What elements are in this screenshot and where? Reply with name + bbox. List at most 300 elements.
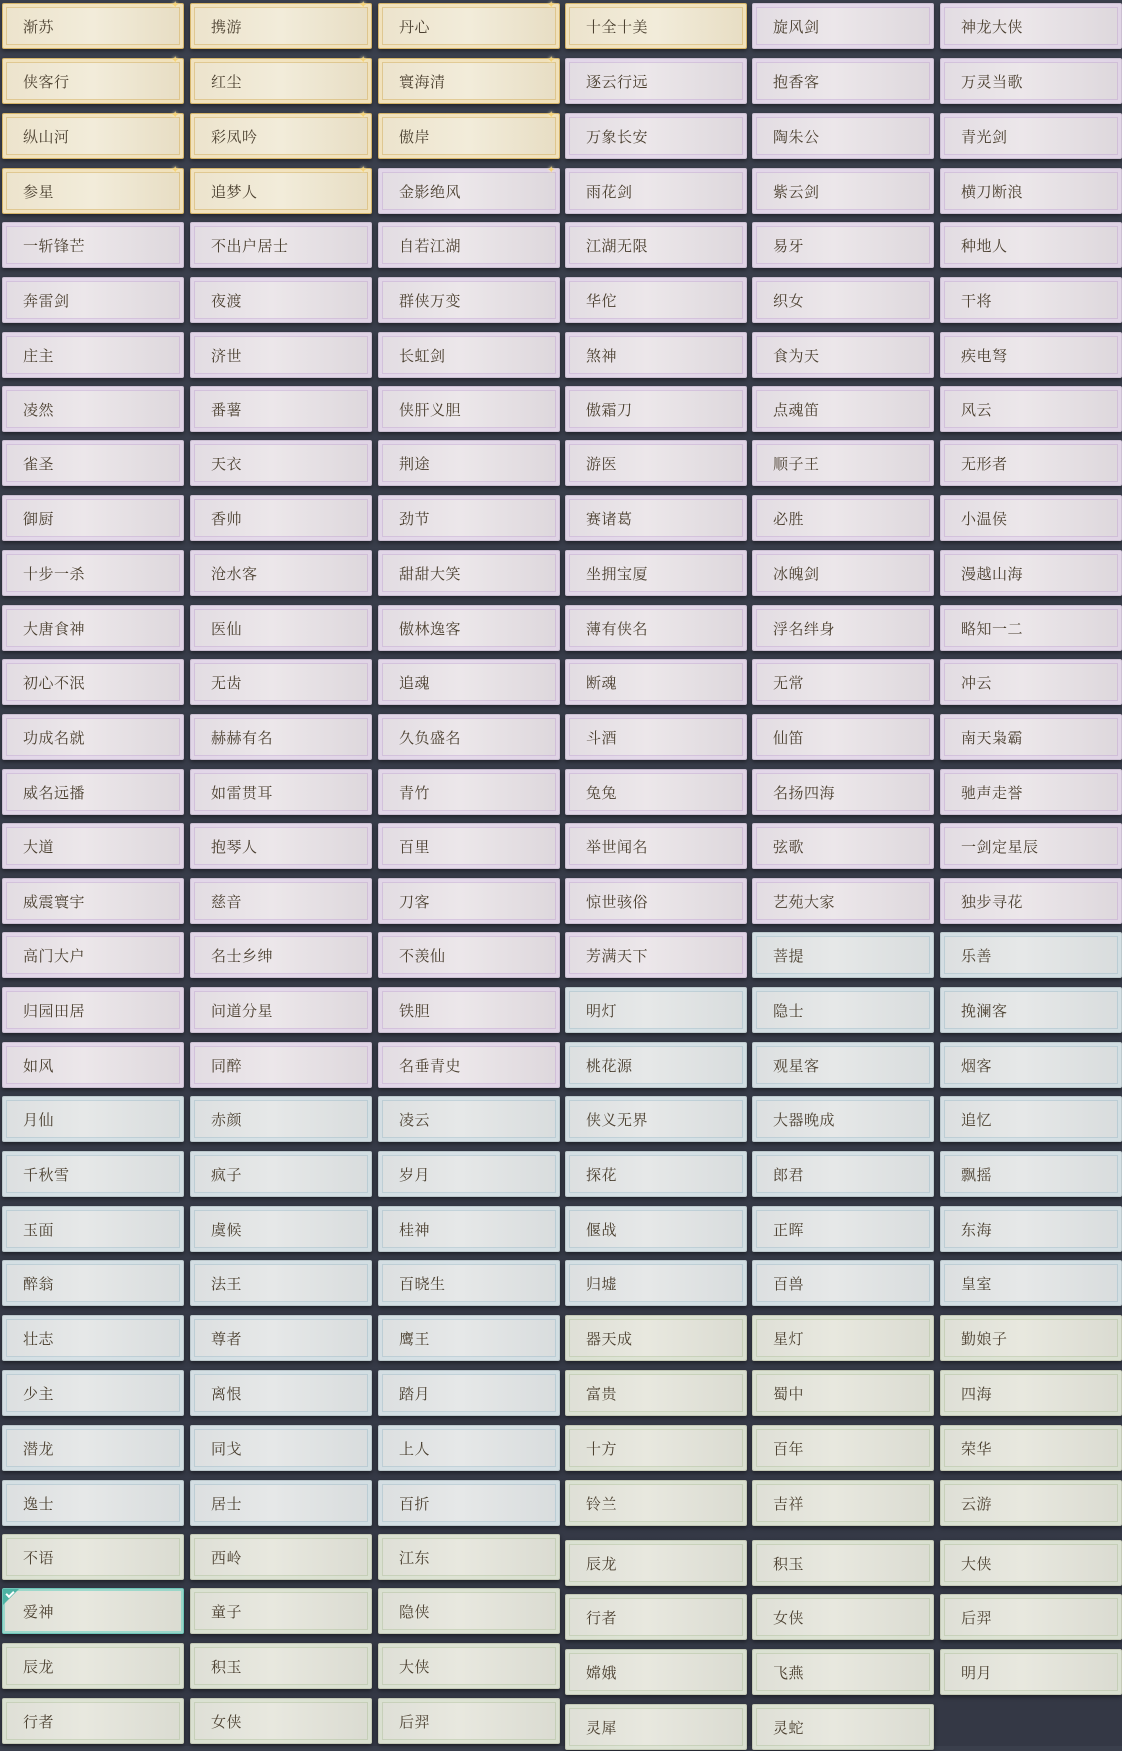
title-tile[interactable]: [940, 113, 1122, 159]
title-tile[interactable]: [565, 3, 747, 49]
title-label: 后羿: [399, 1713, 431, 1731]
title-tile[interactable]: [2, 1534, 184, 1580]
title-label: 略知一二: [961, 620, 1024, 638]
title-tile[interactable]: [190, 1643, 372, 1689]
title-label: 煞神: [586, 347, 618, 365]
title-label: 夜渡: [211, 292, 243, 310]
title-tile[interactable]: [752, 714, 934, 760]
title-tile[interactable]: [190, 0, 372, 49]
title-tile[interactable]: [2, 823, 184, 869]
title-label: 烟客: [961, 1057, 993, 1075]
title-label: 追魂: [399, 674, 431, 692]
title-tile[interactable]: [565, 495, 747, 541]
title-label: 食为天: [773, 347, 820, 365]
title-label: 如雷贯耳: [211, 784, 274, 802]
title-tile[interactable]: [2, 714, 184, 760]
title-tile[interactable]: [190, 714, 372, 760]
title-tile[interactable]: [940, 605, 1122, 651]
title-tile[interactable]: [378, 987, 560, 1033]
title-label: 四海: [961, 1385, 993, 1403]
title-tile[interactable]: [940, 3, 1122, 49]
title-tile[interactable]: [940, 1480, 1122, 1526]
title-tile[interactable]: [190, 332, 372, 378]
title-label: 离恨: [211, 1385, 243, 1403]
title-tile[interactable]: [190, 878, 372, 924]
title-tile[interactable]: [378, 1260, 560, 1306]
title-tile[interactable]: [2, 1042, 184, 1088]
title-label: 积玉: [773, 1555, 805, 1573]
title-tile[interactable]: [565, 58, 747, 104]
title-label: 疾电弩: [961, 347, 1008, 365]
title-label: 居士: [211, 1495, 243, 1513]
title-label: 万灵当歌: [961, 73, 1024, 91]
title-label: 赛诸葛: [586, 510, 633, 528]
title-tile[interactable]: [2, 1370, 184, 1416]
title-label: 灵犀: [586, 1719, 618, 1737]
title-tile[interactable]: [190, 110, 372, 159]
title-tile[interactable]: [752, 769, 934, 815]
title-tile[interactable]: [752, 1042, 934, 1088]
title-tile[interactable]: [190, 1315, 372, 1361]
title-tile[interactable]: [378, 878, 560, 924]
title-tile[interactable]: [565, 1480, 747, 1526]
title-tile[interactable]: [752, 386, 934, 432]
title-tile[interactable]: [752, 277, 934, 323]
title-label: 旋风剑: [773, 18, 820, 36]
title-tile[interactable]: [752, 58, 934, 104]
title-tile[interactable]: [378, 1096, 560, 1142]
title-tile[interactable]: [940, 277, 1122, 323]
title-tile[interactable]: [190, 1206, 372, 1252]
title-tile[interactable]: [2, 987, 184, 1033]
title-tile[interactable]: [190, 222, 372, 268]
title-label: 醉翁: [23, 1275, 55, 1293]
title-tile[interactable]: [565, 222, 747, 268]
title-label: 玉面: [23, 1221, 55, 1239]
title-tile[interactable]: [752, 1206, 934, 1252]
title-label: 逐云行远: [586, 73, 649, 91]
title-label: 十步一杀: [23, 565, 86, 583]
title-label: 千秋雪: [23, 1166, 70, 1184]
title-tile[interactable]: [565, 1206, 747, 1252]
title-label: 法王: [211, 1275, 243, 1293]
title-label: 抱琴人: [211, 838, 258, 856]
title-tile[interactable]: [190, 386, 372, 432]
title-tile[interactable]: [752, 659, 934, 705]
title-label: 岁月: [399, 1166, 431, 1184]
title-tile[interactable]: [2, 165, 184, 214]
title-label: 无形者: [961, 455, 1008, 473]
title-tile[interactable]: [190, 1425, 372, 1471]
title-tile[interactable]: [940, 332, 1122, 378]
title-tile[interactable]: [378, 165, 560, 214]
title-tile[interactable]: [378, 1151, 560, 1197]
title-tile[interactable]: [190, 495, 372, 541]
title-tile[interactable]: [752, 1425, 934, 1471]
title-label: 大侠: [961, 1555, 993, 1573]
title-tile[interactable]: [752, 1649, 934, 1695]
title-tile[interactable]: [2, 550, 184, 596]
title-tile[interactable]: [565, 1649, 747, 1695]
title-tile[interactable]: [752, 1151, 934, 1197]
title-tile[interactable]: [378, 1370, 560, 1416]
title-tile[interactable]: [940, 1206, 1122, 1252]
title-tile[interactable]: [565, 1540, 747, 1586]
title-tile[interactable]: [190, 605, 372, 651]
title-label: 观星客: [773, 1057, 820, 1075]
title-label: 神龙大侠: [961, 18, 1024, 36]
title-tile[interactable]: [565, 440, 747, 486]
title-label: 薄有侠名: [586, 620, 649, 638]
sparkle-icon: ✦: [359, 165, 368, 176]
title-label: 渐苏: [23, 18, 55, 36]
title-label: 尊者: [211, 1330, 243, 1348]
title-tile[interactable]: [2, 1260, 184, 1306]
title-tile[interactable]: [752, 1370, 934, 1416]
title-tile[interactable]: [2, 0, 184, 49]
title-tile[interactable]: [565, 1260, 747, 1306]
title-tile[interactable]: [565, 168, 747, 214]
title-tile[interactable]: [752, 1540, 934, 1586]
title-tile[interactable]: [940, 1540, 1122, 1586]
title-label: 斗酒: [586, 729, 618, 747]
title-tile[interactable]: [940, 823, 1122, 869]
title-tile[interactable]: [565, 605, 747, 651]
title-label: 壮志: [23, 1330, 55, 1348]
title-label: 赤颜: [211, 1111, 243, 1129]
title-label: 归墟: [586, 1275, 618, 1293]
title-tile[interactable]: [378, 769, 560, 815]
title-label: 冲云: [961, 674, 993, 692]
title-tile[interactable]: [2, 1698, 184, 1744]
title-tile[interactable]: [2, 1480, 184, 1526]
title-tile[interactable]: [378, 0, 560, 49]
title-tile[interactable]: [752, 823, 934, 869]
title-tile[interactable]: [378, 1315, 560, 1361]
title-tile[interactable]: [378, 1588, 560, 1634]
title-label: 凌云: [399, 1111, 431, 1129]
title-tile[interactable]: [565, 987, 747, 1033]
title-label: 嫦娥: [586, 1664, 618, 1682]
title-tile[interactable]: [940, 987, 1122, 1033]
title-label: 冰魄剑: [773, 565, 820, 583]
title-tile[interactable]: [565, 878, 747, 924]
title-label: 积玉: [211, 1658, 243, 1676]
sparkle-icon: ✦: [359, 110, 368, 121]
title-label: 桂神: [399, 1221, 431, 1239]
title-tile[interactable]: [940, 714, 1122, 760]
title-tile[interactable]: [2, 605, 184, 651]
title-tile[interactable]: [2, 1096, 184, 1142]
title-tile[interactable]: [752, 495, 934, 541]
title-label: 大侠: [399, 1658, 431, 1676]
title-tile[interactable]: [378, 1698, 560, 1744]
title-tile[interactable]: [940, 1370, 1122, 1416]
title-tile[interactable]: [378, 386, 560, 432]
title-tile[interactable]: [940, 769, 1122, 815]
title-label: 十方: [586, 1440, 618, 1458]
sparkle-icon: ✦: [547, 165, 556, 176]
title-label: 大唐食神: [23, 620, 86, 638]
title-label: 紫云剑: [773, 183, 820, 201]
title-label: 无齿: [211, 674, 243, 692]
title-label: 群侠万变: [399, 292, 462, 310]
title-tile[interactable]: [752, 332, 934, 378]
title-tile[interactable]: [752, 113, 934, 159]
title-tile[interactable]: [190, 1151, 372, 1197]
title-tile[interactable]: [940, 1096, 1122, 1142]
title-label: 百里: [399, 838, 431, 856]
title-tile[interactable]: [2, 110, 184, 159]
title-tile[interactable]: [2, 1643, 184, 1689]
title-tile[interactable]: [2, 222, 184, 268]
title-tile[interactable]: [940, 550, 1122, 596]
title-tile[interactable]: [2, 55, 184, 104]
title-tile[interactable]: [752, 222, 934, 268]
title-tile[interactable]: [565, 1704, 747, 1750]
title-tile[interactable]: [752, 550, 934, 596]
title-label: 江东: [399, 1549, 431, 1567]
title-label: 荣华: [961, 1440, 993, 1458]
title-label: 一斩锋芒: [23, 237, 86, 255]
title-tile[interactable]: [378, 440, 560, 486]
title-tile[interactable]: [940, 1594, 1122, 1640]
title-tile[interactable]: [752, 605, 934, 651]
title-tile[interactable]: [2, 386, 184, 432]
title-tile[interactable]: [378, 1643, 560, 1689]
title-label: 傲岸: [399, 128, 431, 146]
title-tile[interactable]: [190, 1260, 372, 1306]
title-label: 名垂青史: [399, 1057, 462, 1075]
title-column: [190, 0, 372, 1746]
title-label: 如风: [23, 1057, 55, 1075]
title-label: 抱香客: [773, 73, 820, 91]
title-tile[interactable]: [940, 932, 1122, 978]
title-tile[interactable]: [565, 113, 747, 159]
title-tile[interactable]: [378, 932, 560, 978]
title-label: 探花: [586, 1166, 618, 1184]
title-label: 青光剑: [961, 128, 1008, 146]
title-tile[interactable]: [752, 3, 934, 49]
title-tile[interactable]: [940, 440, 1122, 486]
title-label: 飘摇: [961, 1166, 993, 1184]
title-tile[interactable]: [2, 932, 184, 978]
title-tile[interactable]: [378, 714, 560, 760]
title-label: 爱神: [23, 1603, 55, 1621]
title-label: 乐善: [961, 947, 993, 965]
title-label: 惊世骇俗: [586, 893, 649, 911]
title-label: 威名远播: [23, 784, 86, 802]
title-label: 断魂: [586, 674, 618, 692]
title-tile[interactable]: [752, 1594, 934, 1640]
title-label: 东海: [961, 1221, 993, 1239]
title-tile[interactable]: [378, 222, 560, 268]
title-tile[interactable]: [752, 932, 934, 978]
title-label: 沧水客: [211, 565, 258, 583]
title-tile[interactable]: [378, 332, 560, 378]
title-label: 浮名绊身: [773, 620, 836, 638]
title-tile[interactable]: [565, 1315, 747, 1361]
title-tile[interactable]: [565, 823, 747, 869]
title-tile[interactable]: [565, 1594, 747, 1640]
title-label: 百晓生: [399, 1275, 446, 1293]
title-label: 童子: [211, 1603, 243, 1621]
title-tile[interactable]: [940, 1042, 1122, 1088]
title-label: 蜀中: [773, 1385, 805, 1403]
title-tile[interactable]: [378, 605, 560, 651]
title-tile[interactable]: [378, 1425, 560, 1471]
title-label: 天衣: [211, 455, 243, 473]
title-tile[interactable]: [752, 878, 934, 924]
title-tile[interactable]: [565, 332, 747, 378]
title-label: 陶朱公: [773, 128, 820, 146]
title-label: 隐侠: [399, 1603, 431, 1621]
title-label: 荆途: [399, 455, 431, 473]
title-tile[interactable]: [752, 168, 934, 214]
title-tile[interactable]: [752, 1096, 934, 1142]
title-tile[interactable]: [752, 1704, 934, 1750]
title-tile[interactable]: [190, 659, 372, 705]
title-tile[interactable]: [378, 495, 560, 541]
title-tile[interactable]: [190, 823, 372, 869]
title-label: 奔雷剑: [23, 292, 70, 310]
title-label: 郎君: [773, 1166, 805, 1184]
title-tile[interactable]: [190, 769, 372, 815]
title-tile[interactable]: [2, 1206, 184, 1252]
title-tile[interactable]: [378, 55, 560, 104]
title-label: 百年: [773, 1440, 805, 1458]
title-label: 勤娘子: [961, 1330, 1008, 1348]
title-tile[interactable]: [378, 1534, 560, 1580]
title-tile[interactable]: [565, 1370, 747, 1416]
title-column: [2, 0, 184, 1746]
title-tile[interactable]: [940, 386, 1122, 432]
title-label: 大器晚成: [773, 1111, 836, 1129]
title-column: [565, 0, 747, 1746]
title-label: 慈音: [211, 893, 243, 911]
title-tile[interactable]: [752, 1260, 934, 1306]
title-tile[interactable]: [2, 1315, 184, 1361]
title-tile[interactable]: [565, 386, 747, 432]
title-label: 百折: [399, 1495, 431, 1513]
title-tile[interactable]: [2, 1425, 184, 1471]
title-label: 吉祥: [773, 1495, 805, 1513]
title-tile[interactable]: [565, 1151, 747, 1197]
title-tile[interactable]: [2, 1588, 184, 1634]
title-label: 明灯: [586, 1002, 618, 1020]
title-tile[interactable]: [378, 823, 560, 869]
title-tile[interactable]: [378, 659, 560, 705]
title-tile[interactable]: [190, 1534, 372, 1580]
title-tile[interactable]: [190, 1096, 372, 1142]
title-label: 星灯: [773, 1330, 805, 1348]
title-tile[interactable]: [565, 769, 747, 815]
title-tile[interactable]: [378, 1480, 560, 1526]
title-tile[interactable]: [940, 1151, 1122, 1197]
title-tile[interactable]: [940, 878, 1122, 924]
title-tile[interactable]: [565, 932, 747, 978]
title-tile[interactable]: [2, 769, 184, 815]
title-tile[interactable]: [940, 1315, 1122, 1361]
title-tile[interactable]: [940, 168, 1122, 214]
title-tile[interactable]: [2, 495, 184, 541]
title-tile[interactable]: [190, 1042, 372, 1088]
sparkle-icon: ✦: [547, 110, 556, 121]
title-tile[interactable]: [2, 277, 184, 323]
title-tile[interactable]: [190, 440, 372, 486]
title-tile[interactable]: [190, 55, 372, 104]
title-tile[interactable]: [565, 714, 747, 760]
title-label: 少主: [23, 1385, 55, 1403]
title-tile[interactable]: [752, 1480, 934, 1526]
title-tile[interactable]: [190, 1480, 372, 1526]
title-tile[interactable]: [752, 440, 934, 486]
title-label: 功成名就: [23, 729, 86, 747]
title-tile[interactable]: [190, 1698, 372, 1744]
title-tile[interactable]: [190, 165, 372, 214]
title-label: 雨花剑: [586, 183, 633, 201]
title-tile[interactable]: [940, 1425, 1122, 1471]
title-tile[interactable]: [378, 277, 560, 323]
title-tile[interactable]: [752, 987, 934, 1033]
title-label: 一剑定星辰: [961, 838, 1039, 856]
title-tile[interactable]: [2, 440, 184, 486]
title-label: 顺子王: [773, 455, 820, 473]
title-label: 丹心: [399, 18, 431, 36]
title-label: 名扬四海: [773, 784, 836, 802]
title-tile[interactable]: [378, 1206, 560, 1252]
title-tile[interactable]: [190, 987, 372, 1033]
title-label: 独步寻花: [961, 893, 1024, 911]
title-tile[interactable]: [940, 58, 1122, 104]
title-tile[interactable]: [2, 1151, 184, 1197]
title-tile[interactable]: [565, 550, 747, 596]
title-tile[interactable]: [752, 1315, 934, 1361]
title-tile[interactable]: [2, 878, 184, 924]
title-tile[interactable]: [940, 495, 1122, 541]
title-tile[interactable]: [190, 1588, 372, 1634]
title-label: 香帅: [211, 510, 243, 528]
title-tile[interactable]: [565, 1042, 747, 1088]
sparkle-icon: ✦: [359, 55, 368, 66]
title-tile[interactable]: [940, 222, 1122, 268]
title-tile[interactable]: [378, 550, 560, 596]
title-tile[interactable]: [190, 932, 372, 978]
title-tile[interactable]: [190, 1370, 372, 1416]
title-tile[interactable]: [940, 1649, 1122, 1695]
title-label: 无常: [773, 674, 805, 692]
title-label: 鹰王: [399, 1330, 431, 1348]
title-label: 举世闻名: [586, 838, 649, 856]
title-tile[interactable]: [565, 659, 747, 705]
title-tile[interactable]: [565, 277, 747, 323]
title-tile[interactable]: [940, 1260, 1122, 1306]
title-tile[interactable]: [2, 659, 184, 705]
title-label: 正晖: [773, 1221, 805, 1239]
title-tile[interactable]: [940, 659, 1122, 705]
title-tile[interactable]: [190, 550, 372, 596]
title-label: 风云: [961, 401, 993, 419]
title-tile[interactable]: [378, 110, 560, 159]
title-label: 种地人: [961, 237, 1008, 255]
title-tile[interactable]: [190, 277, 372, 323]
title-tile[interactable]: [378, 1042, 560, 1088]
title-label: 番薯: [211, 401, 243, 419]
title-tile[interactable]: [2, 332, 184, 378]
title-tile[interactable]: [565, 1425, 747, 1471]
title-tile[interactable]: [565, 1096, 747, 1142]
title-label: 金影绝风: [399, 183, 462, 201]
